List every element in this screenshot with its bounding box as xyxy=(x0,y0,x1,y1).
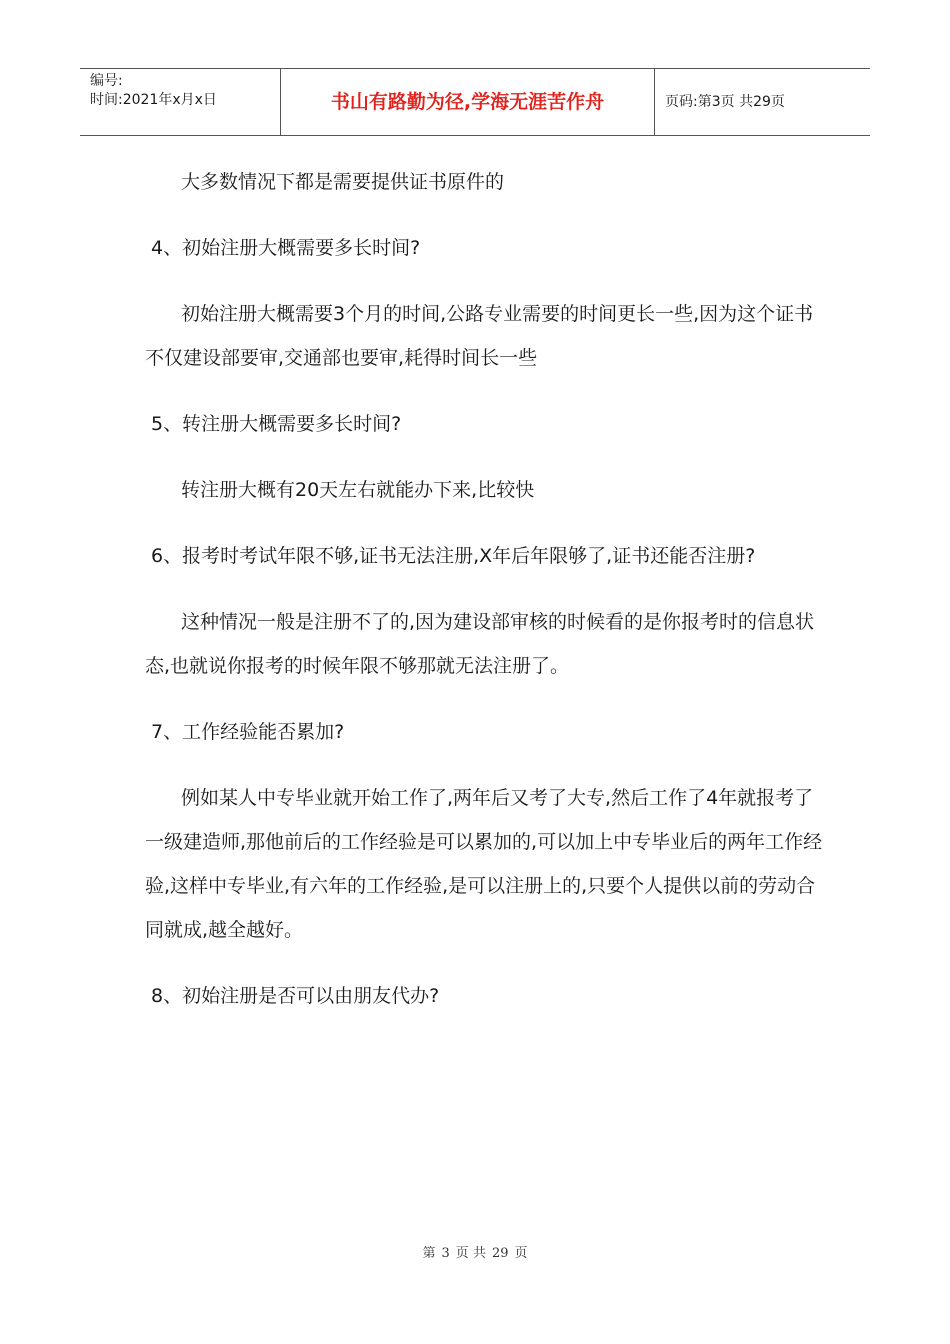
header-meta xyxy=(80,69,281,135)
paragraph: 大多数情况下都是需要提供证书原件的 xyxy=(181,171,505,193)
question-heading: 4、初始注册大概需要多长时间? xyxy=(151,237,421,259)
footer-prefix: 第 xyxy=(422,1246,436,1261)
document-body xyxy=(145,160,825,1040)
footer-total-pages: 29 xyxy=(491,1246,509,1261)
header-motto: 书山有路勤为径,学海无涯苦作舟 xyxy=(281,69,655,135)
question-heading: 5、转注册大概需要多长时间? xyxy=(151,413,402,435)
question-heading: 8、初始注册是否可以由朋友代办? xyxy=(151,985,440,1007)
footer-suffix: 页 xyxy=(514,1246,528,1261)
footer-mid: 页 共 xyxy=(455,1246,486,1261)
document-header xyxy=(80,68,870,136)
page-footer xyxy=(0,1242,950,1261)
question-heading: 6、报考时考试年限不够,证书无法注册,X年后年限够了,证书还能否注册? xyxy=(151,545,756,567)
paragraph: 例如某人中专毕业就开始工作了,两年后又考了大专,然后工作了4年就报考了一级建造师,那他前后的工作经验是可以累加的,可以加上中专毕业后的两年工作经验,这样中专毕业,有六年的工作经验,是可以注册上的,只要个人提供以前的劳动合同就成,越全越好。 xyxy=(145,787,823,941)
question-heading: 7、工作经验能否累加? xyxy=(151,721,345,743)
number-label: 编号: xyxy=(90,73,123,89)
paragraph: 初始注册大概需要3个月的时间,公路专业需要的时间更长一些,因为这个证书不仅建设部要审,交通部也要审,耗得时间长一些 xyxy=(145,303,814,369)
header-page-info: 页码:第3页 共29页 xyxy=(665,94,785,110)
paragraph: 转注册大概有20天左右就能办下来,比较快 xyxy=(181,479,535,501)
paragraph: 这种情况一般是注册不了的,因为建设部审核的时候看的是你报考时的信息状态,也就说你报考的时候年限不够那就无法注册了。 xyxy=(145,611,815,677)
footer-page-number: 3 xyxy=(441,1246,450,1261)
time-label: 时间:2021年x月x日 xyxy=(90,92,217,108)
